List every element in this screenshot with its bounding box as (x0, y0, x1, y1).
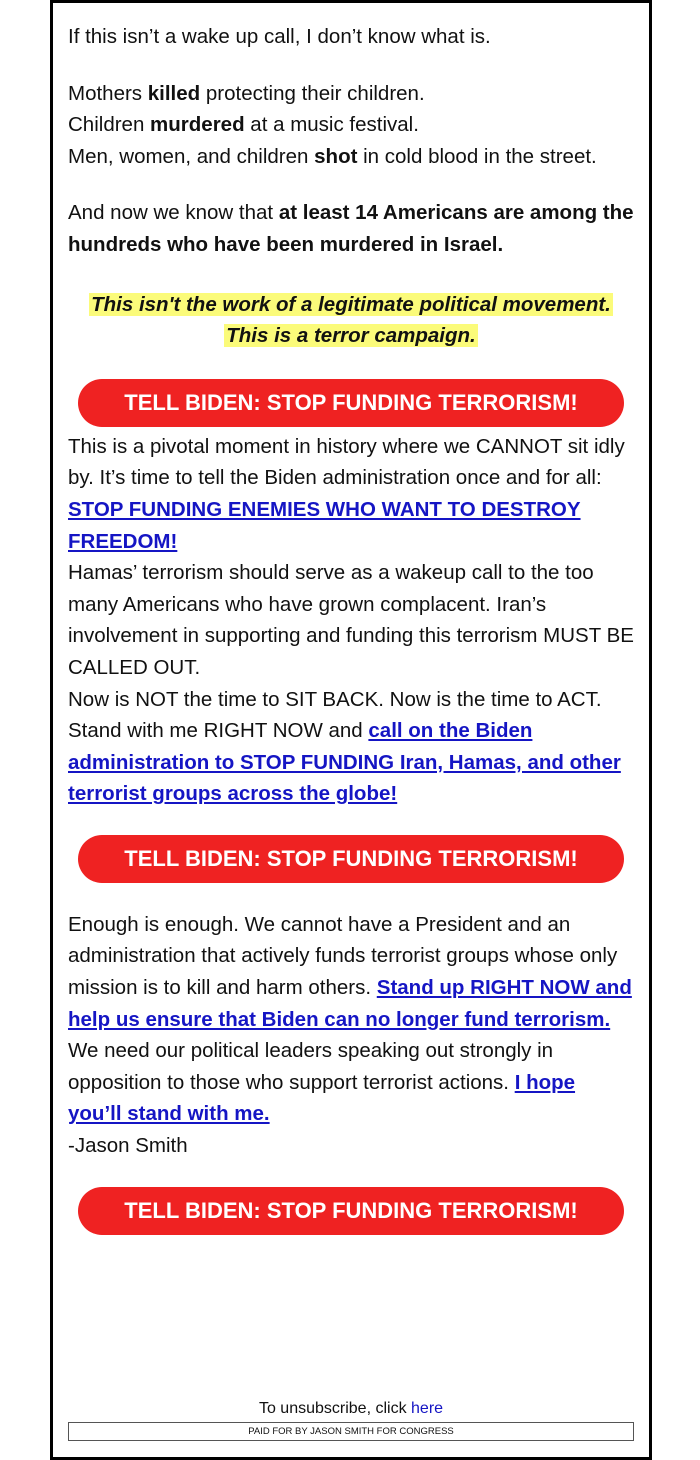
americans-paragraph (68, 197, 634, 260)
paragraph-emphasis: at least 14 Americans are among the hundreds who have been murdered in Israel. (68, 201, 634, 256)
stand-with-me-link[interactable]: I hope you’ll stand with me. (68, 1070, 576, 1126)
cta-button-2[interactable]: TELL BIDEN: STOP FUNDING TERRORISM! (78, 835, 624, 883)
email-footer (68, 1399, 634, 1441)
line-text: Men, women, and children (68, 144, 315, 168)
line-emphasis: murdered (150, 113, 245, 137)
line-emphasis: shot (314, 144, 358, 168)
line-text: in cold blood in the street. (357, 144, 597, 168)
unsubscribe-link[interactable]: here (411, 1400, 444, 1417)
paragraph-text: And now we know that (68, 201, 279, 225)
shot-line (68, 141, 634, 173)
leaders-paragraph (68, 1035, 634, 1130)
paragraph-text: Enough is enough. We cannot have a President and an administration that actively funds terrorist groups whose only mission is to kill and harm others. (68, 912, 618, 1000)
highlight-line-1: This isn't the work of a legitimate political movement. (91, 292, 611, 316)
stop-funding-enemies-link[interactable]: STOP FUNDING ENEMIES WHO WANT TO DESTROY FREEDOM! (68, 497, 581, 553)
paragraph-text: This is a pivotal moment in history where we CANNOT sit idly by. It’s time to tell the Biden administration once and for all: (68, 434, 625, 490)
line-text: Mothers (68, 81, 148, 105)
stand-up-link[interactable]: Stand up RIGHT NOW and help us ensure that Biden can no longer fund terrorism. (68, 976, 632, 1031)
line-text: protecting their children. (200, 81, 425, 105)
killed-line (68, 78, 634, 110)
cta-button-1[interactable]: TELL BIDEN: STOP FUNDING TERRORISM! (78, 379, 624, 427)
line-emphasis: killed (147, 81, 201, 105)
cta-button-3[interactable]: TELL BIDEN: STOP FUNDING TERRORISM! (78, 1187, 624, 1235)
call-on-biden-link[interactable]: call on the Biden administration to STOP FUNDING Iran, Hamas, and other terrorist groups across the globe! (68, 719, 621, 806)
pivotal-paragraph (68, 431, 634, 557)
email-frame (50, 0, 652, 1460)
email-body (68, 21, 634, 1235)
highlight-callout (68, 289, 634, 352)
cta-row-3 (68, 1187, 634, 1235)
cta-row-2 (68, 835, 634, 883)
line-text: Children (68, 113, 151, 137)
cta-row-1 (68, 379, 634, 427)
paragraph-text: We need our political leaders speaking out strongly in opposition to those who support terrorist actions. (68, 1039, 554, 1094)
line-text: at a music festival. (244, 113, 419, 137)
paid-for-disclaimer: PAID FOR BY JASON SMITH FOR CONGRESS (68, 1422, 634, 1441)
hamas-paragraph: Hamas’ terrorism should serve as a wakeup call to the too many Americans who have grown complacent. Iran’s involvement in supporting and funding this terrorism MUST BE CALLED OUT. (68, 561, 634, 679)
act-paragraph (68, 684, 634, 810)
intro-text: If this isn’t a wake up call, I don’t know what is. (68, 25, 491, 48)
unsubscribe-text: To unsubscribe, click (258, 1400, 412, 1417)
paragraph-text: Now is NOT the time to SIT BACK. Now is the time to ACT. Stand with me RIGHT NOW and (68, 687, 602, 743)
signature: -Jason Smith (68, 1134, 188, 1158)
murdered-line (68, 109, 634, 141)
enough-paragraph (68, 909, 634, 1035)
highlight-line-2: This is a terror campaign. (226, 324, 476, 348)
unsubscribe-line (68, 1399, 634, 1419)
